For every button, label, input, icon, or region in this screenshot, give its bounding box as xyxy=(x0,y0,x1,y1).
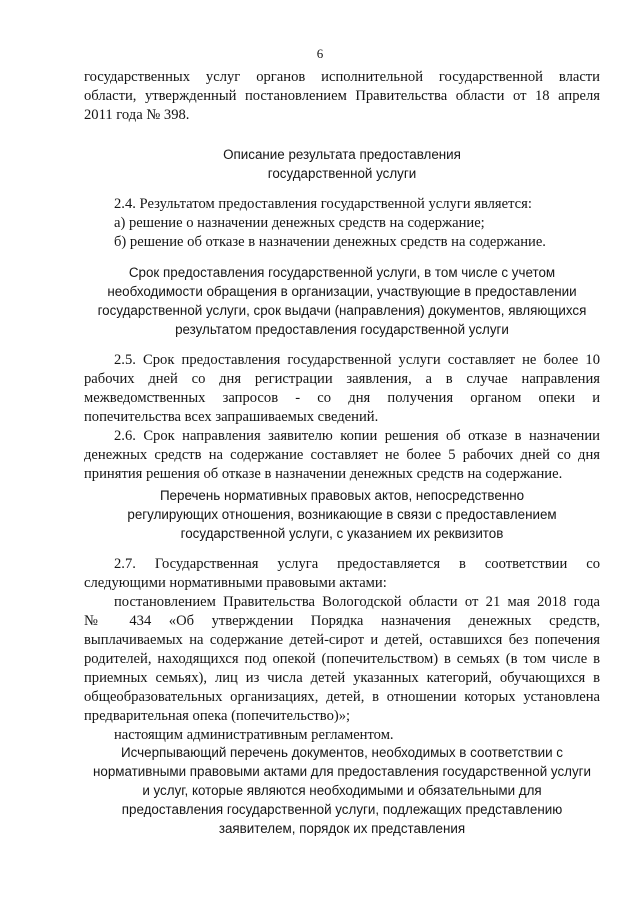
heading-line: результатом предоставления государственной услуги xyxy=(175,322,509,337)
text-line: № 434 «Об утверждении Порядка назначения денежных средств, xyxy=(84,613,600,629)
heading-line: нормативными правовыми актами для предоставления государственной услуги xyxy=(92,764,592,779)
heading-line: предоставления государственной услуги, подлежащих представлению xyxy=(121,802,563,817)
section-heading-legal-acts xyxy=(84,486,600,543)
section-body-legal-acts xyxy=(84,555,600,745)
heading-line: необходимости обращения в организации, участвующие в предоставлении xyxy=(107,284,577,299)
text-line: постановлением Правительства Вологодской области от 21 мая 2018 года xyxy=(114,594,600,610)
text-line: области, утвержденный постановлением Правительства области от 18 апреля xyxy=(84,88,600,104)
text-line: 2.6. Срок направления заявителю копии решения об отказе в назначении xyxy=(114,428,600,444)
text-line: следующими нормативными правовыми актами: xyxy=(84,575,387,591)
section-heading-result xyxy=(84,145,600,183)
text-line: 2.5. Срок предоставления государственной услуги составляет не более 10 xyxy=(114,352,600,368)
text-line: б) решение об отказе в назначении денежных средств на содержание. xyxy=(114,234,546,250)
heading-line: заявителем, порядок их представления xyxy=(218,821,466,836)
text-line: 2.4. Результатом предоставления государственной услуги является: xyxy=(114,196,532,212)
heading-line: Исчерпывающий перечень документов, необходимых в соответствии с xyxy=(120,745,563,760)
text-line: а) решение о назначении денежных средств на содержание; xyxy=(114,215,485,231)
text-line: родителей, находящихся под опекой (попечительством) в семьях (в том числе в xyxy=(84,651,600,667)
text-line: общеобразовательных организациях, детей, в отношении которых установлена xyxy=(84,689,600,705)
text-line: рабочих дней со дня регистрации заявления, а в случае направления xyxy=(84,371,600,387)
intro-paragraph xyxy=(84,68,600,125)
section-heading-term xyxy=(84,263,600,339)
text-line: попечительства всех запрашиваемых сведений. xyxy=(84,409,379,425)
heading-line: государственной услуги, с указанием их реквизитов xyxy=(180,526,504,541)
text-line: принятия решения об отказе в назначении денежных средств на содержание. xyxy=(84,466,563,482)
text-line: 2011 года № 398. xyxy=(84,107,190,123)
heading-line: государственной услуги, срок выдачи (направления) документов, являющихся xyxy=(97,303,587,318)
text-line: приемных семьях), лиц из числа детей указанных категорий, обучающихся в xyxy=(84,670,600,686)
section-heading-documents xyxy=(84,743,600,838)
heading-line: Перечень нормативных правовых актов, непосредственно xyxy=(159,488,525,503)
text-line: государственных услуг органов исполнительной государственной власти xyxy=(84,69,600,85)
heading-line: государственной услуги xyxy=(267,166,417,181)
text-line: денежных средств на содержание составляет не более 5 рабочих дней со дня xyxy=(84,447,600,463)
heading-line: регулирующих отношения, возникающие в связи с предоставлением xyxy=(127,507,557,522)
text-line: 2.7. Государственная услуга предоставляется в соответствии со xyxy=(114,556,600,572)
text-line: межведомственных запросов - со дня получения органом опеки и xyxy=(84,390,600,406)
text-line: предварительная опека (попечительство)»; xyxy=(84,708,351,724)
text-line: выплачиваемых на содержание детей-сирот и детей, оставшихся без попечения xyxy=(84,632,600,648)
text-line: настоящим административным регламентом. xyxy=(114,727,394,743)
page-number: 6 xyxy=(316,46,324,61)
heading-line: и услуг, которые являются необходимыми и обязательными для xyxy=(142,783,542,798)
section-body-result xyxy=(84,195,600,252)
section-body-term xyxy=(84,351,600,484)
heading-line: Срок предоставления государственной услуги, в том числе с учетом xyxy=(128,265,556,280)
heading-line: Описание результата предоставления xyxy=(223,147,461,162)
